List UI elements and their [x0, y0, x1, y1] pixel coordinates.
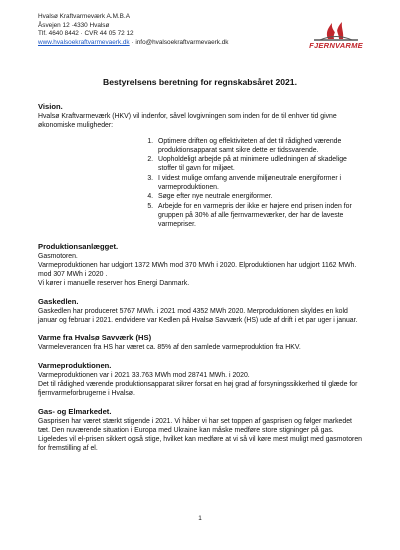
gas-electricity-market-section [38, 407, 364, 454]
vision-list-item: 1. Optimere driften og effektiviteten af det til rådighed værende produktionsapparat samt sikre dette er tidssvarende. [155, 137, 364, 156]
gas-boiler-section [38, 297, 364, 326]
sawmill-heat-section [38, 333, 364, 352]
section-heading: Varmeproduktionen. [38, 360, 112, 370]
flame-logo-icon [304, 12, 368, 42]
section-text: Gasprisen har været stærkt stigende i 2021. Vi håber vi har set toppen af gasprisen og følger markedet tæt. Den nuværende situation i Europa med Ukraine kan måske medføre store stigninger på gas. Ligeledes vil el-prisen sikkert også stige, hvilket kan medføre at vi så vil køre mest muligt med gasmotoren for fremstilling af el. [38, 417, 362, 453]
section-text: Vi kører i manuelle reserver hos Energi Danmark. [38, 280, 190, 288]
fjernvarme-logo [304, 12, 368, 50]
vision-list-item: 3. I videst mulige omfang anvende miljøneutrale energiformer i varmeproduktionen. [155, 174, 364, 193]
section-text: Gaskedlen har produceret 5767 MWh. i 2021 mod 4352 MWh 2020. Merproduktionen skyldes en kold januar og februar i 2021. endvidere var Kedlen på Hvalsø Savværk (HS) ude af drift i et par uger i januar. [38, 307, 358, 325]
logo-text: FJERNVARME [309, 41, 363, 50]
letterhead [38, 13, 228, 47]
company-address: Åsvejen 12 ·4330 Hvalsø [38, 21, 110, 29]
report-body [38, 102, 364, 462]
vision-list-item: 2. Uopholdeligt arbejde på at minimere udledningen af skadelige stoffer til gavn for miljøet. [155, 155, 364, 174]
section-text: Varmeproduktionen har udgjort 1372 MWh mod 370 MWh i 2020. Elproduktionen har udgjort 1162 MWh. mod 307 MWh i 2020 . [38, 261, 357, 279]
section-heading: Varme fra Hvalsø Savværk (HS) [38, 333, 152, 343]
email-text: · info@hvalsoekraftvarmevaerk.dk [129, 38, 229, 46]
vision-list-item: 5. Arbejde for en varmepris der ikke er højere end prisen inden for gruppen på 30% af alle fjernvarmeværker, der har de laveste varmepriser. [155, 202, 364, 230]
vision-section [38, 102, 364, 230]
vision-heading: Vision. [38, 102, 63, 111]
vision-list-item: 4. Søge efter nye neutrale energiformer. [155, 192, 364, 201]
vision-intro: Hvalsø Kraftvarmeværk (HKV) vil indenfor, såvel lovgivningen som inden for de til enhver tid givne økonomiske muligheder: [38, 113, 337, 130]
vision-list [38, 137, 364, 230]
section-heading: Gas- og Elmarkedet. [38, 406, 112, 416]
website-link[interactable]: www.hvalsoekraftvarmevaerk.dk [38, 38, 130, 46]
production-section [38, 242, 364, 289]
section-text: Varmeleverancen fra HS har været ca. 85% af den samlede varmeproduktion fra HKV. [38, 344, 301, 352]
section-text: Det til rådighed værende produktionsapparat sikrer forsat en høj grad af forsyningssikkerhed til glæde for fjernvarmeforbrugerne i Hvalsø. [38, 380, 358, 398]
company-contact: Tlf. 4640 8442 · CVR 44 05 72 12 [38, 30, 134, 38]
section-heading: Produktionsanlægget. [38, 241, 119, 251]
section-heading: Gaskedlen. [38, 296, 79, 306]
contact-line [38, 39, 228, 48]
page-number: 1 [198, 515, 202, 522]
page-title: Bestyrelsens beretning for regnskabsåret 2021. [103, 77, 297, 87]
section-text: Gasmotoren. [38, 252, 78, 260]
heat-production-section [38, 361, 364, 399]
section-text: Varmeproduktionen var i 2021 33.763 MWh mod 28741 MWh. i 2020. [38, 371, 250, 379]
company-name: Hvalsø Kraftvarmeværk A.M.B.A [38, 13, 130, 20]
